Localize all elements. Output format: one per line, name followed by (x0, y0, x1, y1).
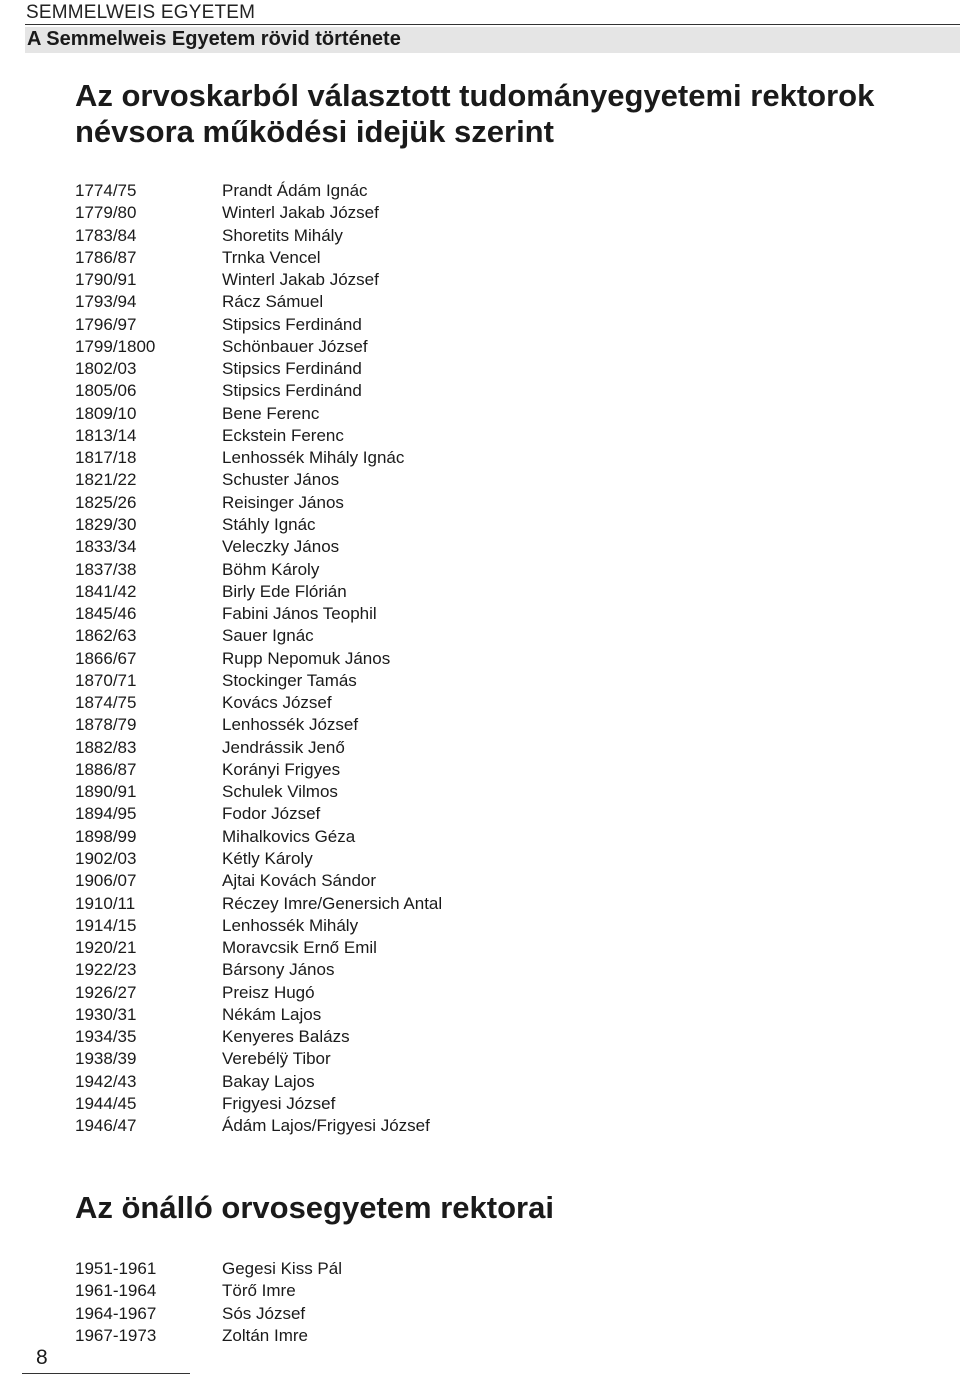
term-years: 1837/38 (75, 559, 137, 579)
rector-name: Lenhossék Mihály (222, 915, 359, 935)
list-item (75, 1325, 342, 1347)
page-number: 8 (36, 1346, 48, 1369)
rector-name: Nékám Lajos (222, 1004, 322, 1024)
list-item (75, 469, 442, 491)
list-item (75, 759, 442, 781)
list-item (75, 737, 442, 759)
term-years: 1874/75 (75, 693, 137, 713)
term-years: 1951-1961 (75, 1259, 157, 1278)
rector-name: Fabini János Teophil (222, 604, 377, 624)
rector-name: Winterl Jakab József (222, 203, 379, 223)
rector-name: Stipsics Ferdinánd (222, 314, 362, 334)
rector-list (75, 180, 442, 1137)
list-item (75, 358, 442, 380)
term-years: 1799/1800 (75, 336, 156, 356)
rector-name: Rupp Nepomuk János (222, 648, 391, 668)
term-years: 1942/43 (75, 1071, 137, 1091)
running-header-section: A Semmelweis Egyetem rövid története (27, 28, 401, 50)
term-years: 1805/06 (75, 381, 137, 401)
term-years: 1862/63 (75, 626, 137, 646)
list-item (75, 380, 442, 402)
rector-name: Bársony János (222, 960, 335, 980)
term-years: 1878/79 (75, 715, 137, 735)
rector-name: Ajtai Kovách Sándor (222, 871, 377, 891)
term-years: 1898/99 (75, 826, 137, 846)
list-item (75, 982, 442, 1004)
list-item (75, 269, 442, 291)
list-item (75, 403, 442, 425)
list-item (75, 336, 442, 358)
rector-name: Frigyesi József (222, 1093, 336, 1113)
term-years: 1825/26 (75, 492, 137, 512)
term-years: 1967-1973 (75, 1325, 157, 1345)
rector-name: Zoltán Imre (222, 1325, 308, 1345)
rector-name: Veleczky János (222, 537, 340, 557)
term-years: 1833/34 (75, 537, 137, 557)
rector-name: Sauer Ignác (222, 626, 314, 646)
rector-name: Shoretits Mihály (222, 225, 343, 245)
rector-name: Verebélÿ Tibor (222, 1049, 331, 1069)
running-header-org: SEMMELWEIS EGYETEM (26, 2, 256, 23)
rector-name: Lenhossék Mihály Ignác (222, 448, 405, 468)
term-years: 1829/30 (75, 514, 137, 534)
list-item (75, 648, 442, 670)
rector-name: Reisinger János (222, 492, 344, 512)
list-item (75, 959, 442, 981)
rector-name: Preisz Hugó (222, 982, 315, 1002)
rector-name: Stáhly Ignác (222, 514, 316, 534)
list-item (75, 514, 442, 536)
term-years: 1922/23 (75, 960, 137, 980)
rector-name: Prandt Ádám Ignác (222, 181, 368, 200)
list-item (75, 781, 442, 803)
page-title: Az orvoskarból választott tudományegyetemi rektorok névsora működési idejük szerint (75, 78, 875, 149)
list-item (75, 692, 442, 714)
term-years: 1866/67 (75, 648, 137, 668)
term-years: 1944/45 (75, 1093, 137, 1113)
rector-name: Stipsics Ferdinánd (222, 381, 362, 401)
rector-name: Schulek Vilmos (222, 782, 338, 802)
rector-name: Réczey Imre/Genersich Antal (222, 893, 443, 913)
term-years: 1786/87 (75, 247, 137, 267)
list-item (75, 314, 442, 336)
term-years: 1910/11 (75, 893, 136, 913)
term-years: 1906/07 (75, 871, 137, 891)
term-years: 1796/97 (75, 314, 137, 334)
list-item (75, 1115, 442, 1137)
term-years: 1779/80 (75, 203, 137, 223)
list-item (75, 247, 442, 269)
footer-rule (22, 1373, 190, 1374)
term-years: 1870/71 (75, 670, 137, 690)
section-heading-independent: Az önálló orvosegyetem rektorai (75, 1190, 554, 1225)
header-rule (25, 24, 960, 25)
rector-name: Stipsics Ferdinánd (222, 359, 362, 379)
rector-name: Eckstein Ferenc (222, 425, 344, 445)
term-years: 1964-1967 (75, 1303, 157, 1323)
rector-name: Fodor József (222, 804, 321, 824)
list-item (75, 670, 442, 692)
term-years: 1845/46 (75, 604, 137, 624)
term-years: 1809/10 (75, 403, 137, 423)
rector-name: Mihalkovics Géza (222, 826, 356, 846)
rector-name: Lenhossék József (222, 715, 359, 735)
list-item (75, 1071, 442, 1093)
rector-name: Ádám Lajos/Frigyesi József (222, 1116, 430, 1136)
list-item (75, 180, 442, 202)
rector-name: Korányi Frigyes (222, 759, 341, 779)
list-item (75, 202, 442, 224)
list-item (75, 625, 442, 647)
rector-name: Trnka Vencel (222, 247, 321, 267)
rector-name: Rácz Sámuel (222, 292, 324, 312)
list-item (75, 492, 442, 514)
list-item (75, 581, 442, 603)
list-item (75, 1048, 442, 1070)
list-item (75, 803, 442, 825)
term-years: 1802/03 (75, 359, 137, 379)
rector-name: Kétly Károly (222, 848, 313, 868)
term-years: 1926/27 (75, 982, 137, 1002)
term-years: 1793/94 (75, 292, 137, 312)
list-item (75, 291, 442, 313)
term-years: 1886/87 (75, 759, 137, 779)
term-years: 1914/15 (75, 915, 137, 935)
rector-name: Schönbauer József (222, 336, 368, 356)
list-item (75, 1303, 342, 1325)
term-years: 1946/47 (75, 1116, 137, 1136)
term-years: 1813/14 (75, 425, 137, 445)
list-item (75, 536, 442, 558)
term-years: 1938/39 (75, 1049, 137, 1069)
list-item (75, 870, 442, 892)
term-years: 1790/91 (75, 270, 137, 290)
rector-name: Moravcsik Ernő Emil (222, 938, 377, 958)
list-item (75, 826, 442, 848)
rector-name: Schuster János (222, 470, 340, 490)
term-years: 1934/35 (75, 1027, 137, 1047)
rector-name: Stockinger Tamás (222, 670, 357, 690)
rector-name: Bene Ferenc (222, 403, 320, 423)
list-item (75, 1026, 442, 1048)
term-years: 1920/21 (75, 938, 137, 958)
rector-name: Törő Imre (222, 1281, 296, 1301)
list-item (75, 447, 442, 469)
term-years: 1902/03 (75, 848, 137, 868)
term-years: 1841/42 (75, 581, 137, 601)
rector-name: Sós József (222, 1303, 306, 1323)
term-years: 1894/95 (75, 804, 137, 824)
list-item (75, 559, 442, 581)
list-item (75, 915, 442, 937)
rector-name: Birly Ede Flórián (222, 581, 347, 601)
term-years: 1774/75 (75, 181, 137, 200)
list-item (75, 1093, 442, 1115)
term-years: 1961-1964 (75, 1281, 157, 1301)
list-item (75, 1280, 342, 1302)
list-item (75, 714, 442, 736)
term-years: 1930/31 (75, 1004, 137, 1024)
rector-name: Kenyeres Balázs (222, 1027, 350, 1047)
rector-name: Kovács József (222, 693, 332, 713)
list-item (75, 425, 442, 447)
list-item (75, 848, 442, 870)
list-item (75, 225, 442, 247)
rector-name: Winterl Jakab József (222, 270, 379, 290)
rector-name: Böhm Károly (222, 559, 320, 579)
list-item (75, 937, 442, 959)
term-years: 1817/18 (75, 448, 137, 468)
list-item (75, 1004, 442, 1026)
section-header-band (25, 27, 960, 53)
rector-name: Gegesi Kiss Pál (222, 1259, 342, 1278)
term-years: 1783/84 (75, 225, 137, 245)
rector-name: Bakay Lajos (222, 1071, 315, 1091)
list-item (75, 893, 442, 915)
term-years: 1882/83 (75, 737, 137, 757)
term-years: 1890/91 (75, 782, 137, 802)
list-item (75, 603, 442, 625)
independent-rector-list (75, 1258, 342, 1347)
list-item (75, 1258, 342, 1280)
rector-name: Jendrássik Jenő (222, 737, 345, 757)
term-years: 1821/22 (75, 470, 137, 490)
